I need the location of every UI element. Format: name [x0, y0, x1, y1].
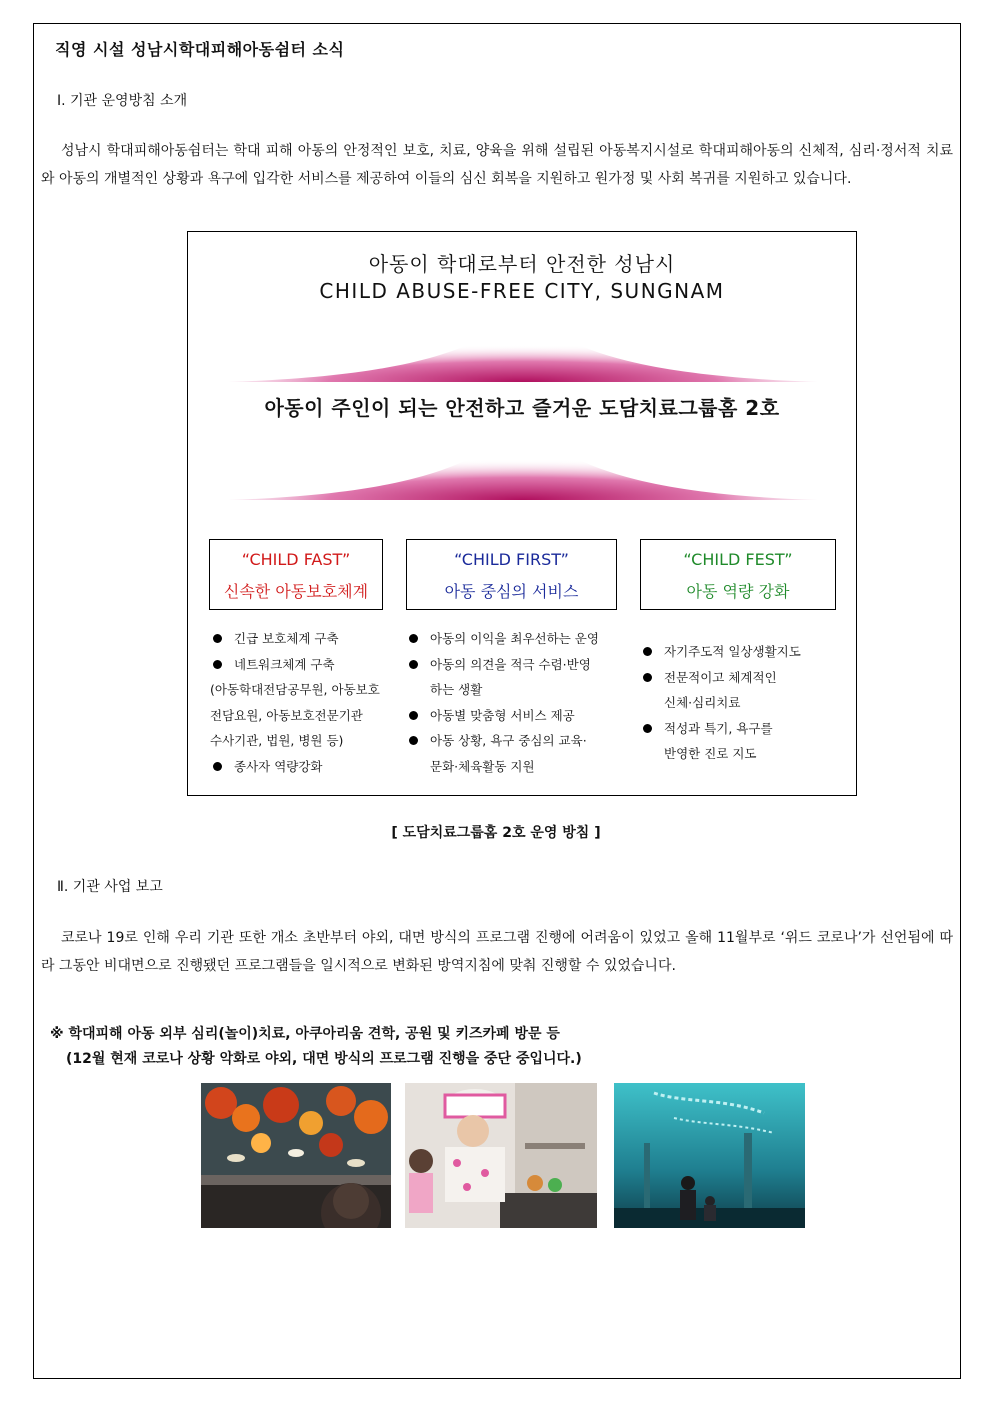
- pillar-fast-subtitle: 신속한 아동보호체계: [223, 582, 369, 601]
- diagram-vision-english: CHILD ABUSE-FREE CITY, SUNGNAM: [319, 279, 725, 303]
- pillar-fest-title: “CHILD FEST”: [683, 550, 793, 569]
- pillar-child-fast: [209, 539, 383, 610]
- section2-paragraph: 코로나 19로 인해 우리 기관 또한 개소 초반부터 야외, 대면 방식의 프로그램 진행에 어려움이 있었고 올해 11월부로 ‘위드 코로나’가 선언됨에 따라 그동안 비대면으로 진행됐던 프로그램들을 일시적으로 변화된 방역지침에 맞춰 진행할 수 있었습니다.: [41, 930, 953, 974]
- diagram-mission: 아동이 주인이 되는 안전하고 즐거운 도담치료그룹홈 2호: [264, 396, 780, 420]
- photo-aquarium-tunnel: [614, 1083, 805, 1228]
- program-note: ※ 학대피해 아동 외부 심리(놀이)치료, 아쿠아리움 견학, 공원 및 키즈카페 방문 등: [50, 1026, 560, 1042]
- pillar-first-title: “CHILD FIRST”: [454, 550, 569, 569]
- policy-diagram: [187, 231, 857, 796]
- list-item: 아동 상황, 욕구 중심의 교육·: [406, 728, 618, 754]
- up-arrow-icon: [228, 432, 818, 502]
- list-item: 신체·심리치료: [664, 695, 741, 710]
- list-item: 하는 생활: [430, 682, 483, 697]
- diagram-caption: [ 도담치료그룹홈 2호 운영 방침 ]: [391, 825, 601, 841]
- list-item: (아동학대전담공무원, 아동보호: [210, 682, 380, 697]
- list-item: 긴급 보호체계 구축: [210, 626, 386, 652]
- first-bullet-list: [406, 626, 618, 779]
- list-item: 네트워크체계 구축: [210, 652, 386, 678]
- list-item: 적성과 특기, 욕구를: [640, 716, 840, 742]
- list-item: 반영한 진로 지도: [664, 746, 757, 761]
- list-item: 종사자 역량강화: [210, 754, 386, 780]
- pillar-child-first: [406, 539, 617, 610]
- fast-bullet-list: [210, 626, 386, 779]
- list-item: 아동별 맞춤형 서비스 제공: [406, 703, 618, 729]
- list-item: 수사기관, 법원, 병원 등): [210, 733, 344, 748]
- pillar-first-subtitle: 아동 중심의 서비스: [444, 582, 579, 601]
- photo-aquarium-coral: [201, 1083, 391, 1228]
- pillar-fest-subtitle: 아동 역량 강화: [686, 582, 790, 601]
- list-item: 아동의 이익을 최우선하는 운영: [406, 626, 618, 652]
- pillar-child-fest: [640, 539, 836, 610]
- diagram-vision-korean: 아동이 학대로부터 안전한 성남시: [368, 252, 676, 276]
- up-arrow-icon: [228, 320, 818, 384]
- list-item: 아동의 의견을 적극 수렴·반영: [406, 652, 618, 678]
- fest-bullet-list: [640, 639, 840, 767]
- program-note-detail: (12월 현재 코로나 상황 악화로 야외, 대면 방식의 프로그램 진행을 중단 중입니다.): [66, 1051, 582, 1067]
- pillar-fast-title: “CHILD FAST”: [241, 550, 351, 569]
- section1-paragraph: 성남시 학대피해아동쉼터는 학대 피해 아동의 안정적인 보호, 치료, 양육을 위해 설립된 아동복지시설로 학대피해아동의 신체적, 심리·정서적 치료와 아동의 개별적인 상황과 욕구에 입각한 서비스를 제공하여 이들의 심신 회복을 지원하고 원가정 및 사회 복귀를 지원하고 있습니다.: [41, 143, 953, 187]
- list-item: 전문적이고 체계적인: [640, 665, 840, 691]
- list-item: 자기주도적 일상생활지도: [640, 639, 840, 665]
- list-item: 전담요원, 아동보호전문기관: [210, 707, 363, 723]
- section1-heading: Ⅰ. 기관 운영방침 소개: [57, 93, 188, 109]
- page-title: 직영 시설 성남시학대피해아동쉼터 소식: [55, 40, 345, 59]
- section2-heading: Ⅱ. 기관 사업 보고: [57, 879, 163, 895]
- list-item: 문화·체육활동 지원: [430, 758, 535, 774]
- photo-kids-cafe: [405, 1083, 597, 1228]
